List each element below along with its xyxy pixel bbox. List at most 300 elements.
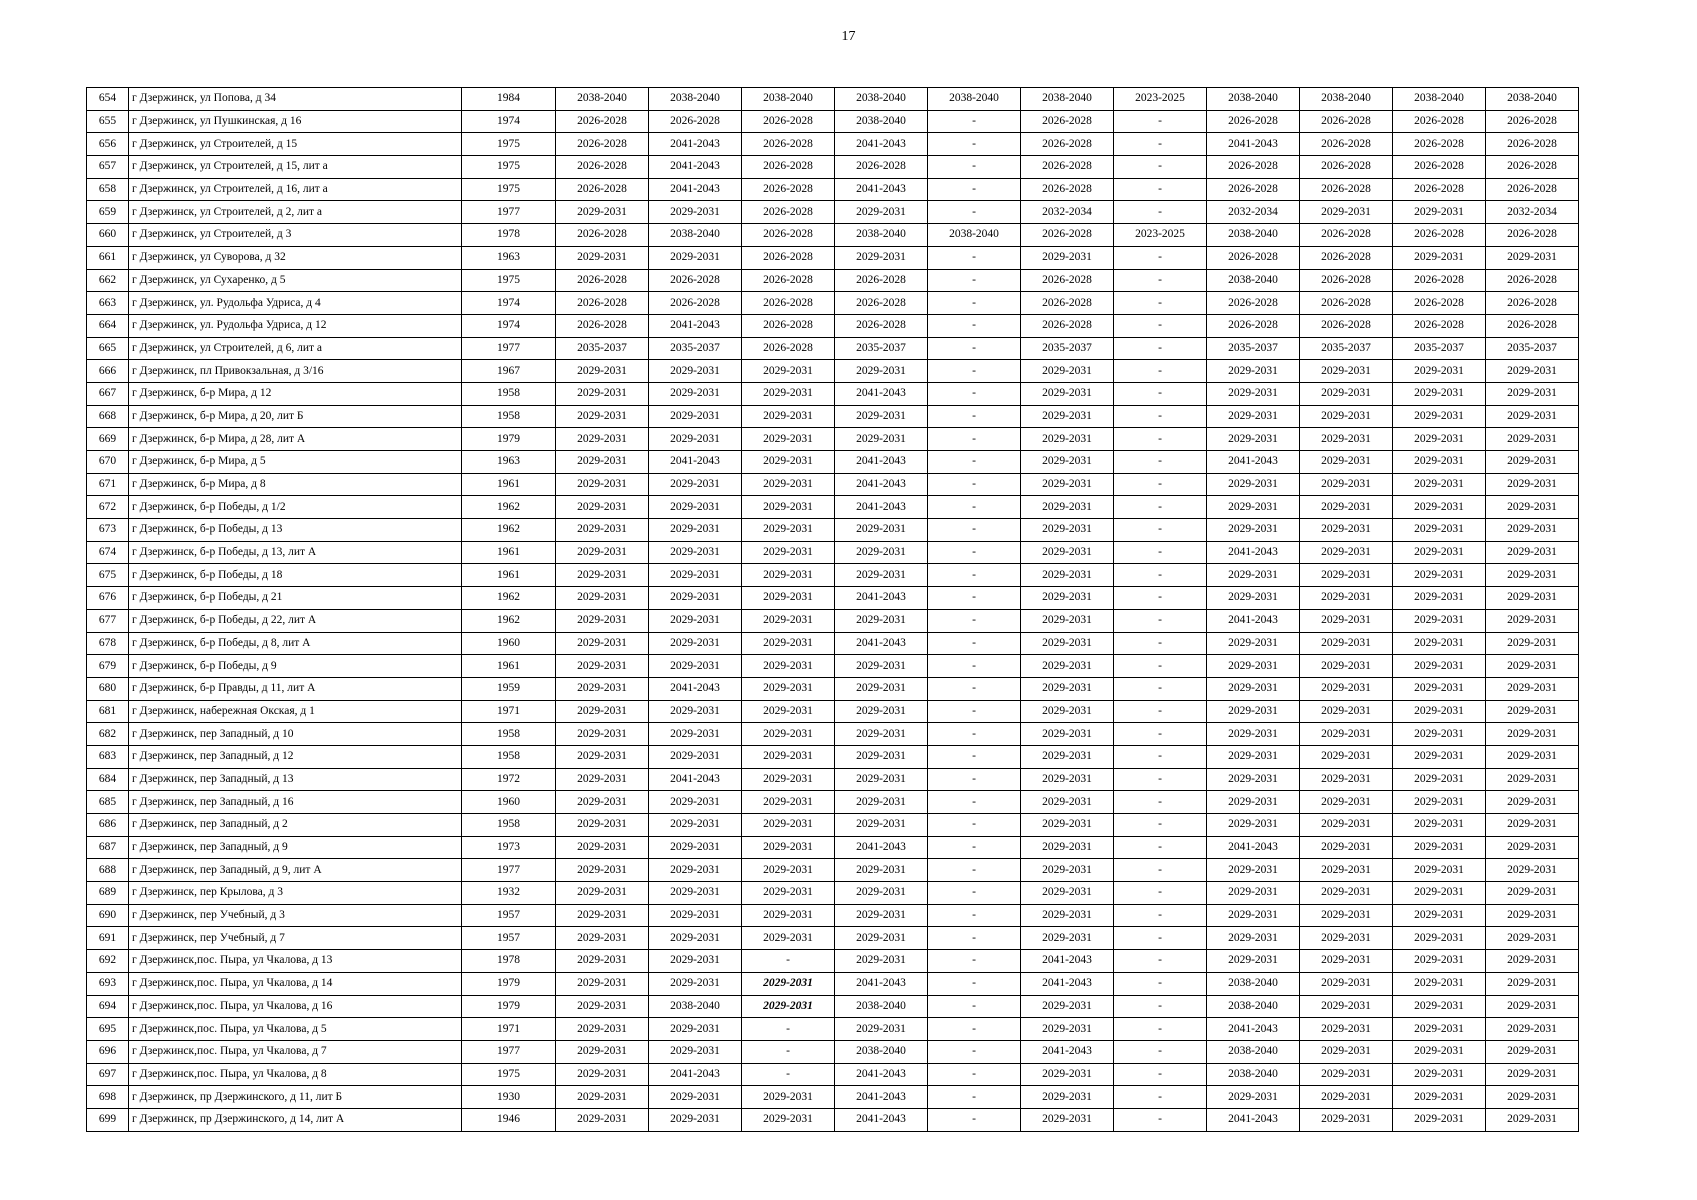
repair-period-cell: 2029-2031 — [1486, 859, 1579, 882]
year-built-cell: 1962 — [462, 587, 556, 610]
repair-period-cell: - — [928, 178, 1021, 201]
repair-period-cell: 2029-2031 — [1393, 904, 1486, 927]
repair-period-cell: 2029-2031 — [835, 927, 928, 950]
repair-period-cell: 2029-2031 — [649, 564, 742, 587]
repair-period-cell: 2029-2031 — [1021, 655, 1114, 678]
repair-period-cell: 2029-2031 — [556, 745, 649, 768]
repair-period-cell: - — [928, 609, 1021, 632]
repair-period-cell: 2026-2028 — [742, 133, 835, 156]
table-row — [87, 201, 1579, 224]
year-built-cell: 1932 — [462, 882, 556, 905]
repair-period-cell: 2029-2031 — [649, 201, 742, 224]
repair-period-cell: 2029-2031 — [1300, 382, 1393, 405]
repair-period-cell: 2038-2040 — [649, 224, 742, 247]
repair-period-cell: 2026-2028 — [649, 269, 742, 292]
repair-period-cell: 2026-2028 — [742, 178, 835, 201]
repair-period-cell: 2038-2040 — [1207, 1063, 1300, 1086]
repair-period-cell: 2029-2031 — [835, 882, 928, 905]
row-number-cell: 674 — [87, 541, 129, 564]
repair-period-cell: - — [928, 156, 1021, 179]
repair-period-cell: 2029-2031 — [556, 655, 649, 678]
row-number-cell: 654 — [87, 88, 129, 111]
repair-period-cell: 2038-2040 — [835, 1040, 928, 1063]
repair-period-cell: - — [928, 428, 1021, 451]
repair-period-cell: 2026-2028 — [1393, 224, 1486, 247]
repair-period-cell: 2026-2028 — [1207, 314, 1300, 337]
repair-period-cell: 2029-2031 — [1300, 904, 1393, 927]
repair-period-cell: 2029-2031 — [1486, 1108, 1579, 1131]
repair-period-cell: 2029-2031 — [1486, 904, 1579, 927]
repair-period-cell: 2029-2031 — [1393, 564, 1486, 587]
repair-period-cell: 2026-2028 — [742, 292, 835, 315]
repair-period-cell: 2029-2031 — [1393, 814, 1486, 837]
repair-period-cell: 2026-2028 — [742, 110, 835, 133]
repair-period-cell: 2029-2031 — [649, 632, 742, 655]
table-row — [87, 110, 1579, 133]
repair-period-cell: 2041-2043 — [1207, 1018, 1300, 1041]
repair-period-cell: - — [928, 405, 1021, 428]
repair-period-cell: - — [1114, 1086, 1207, 1109]
repair-period-cell: - — [1114, 995, 1207, 1018]
repair-period-cell: 2041-2043 — [835, 496, 928, 519]
address-cell: г Дзержинск, пер Западный, д 9, лит А — [129, 859, 462, 882]
repair-period-cell: - — [1114, 836, 1207, 859]
repair-period-cell: 2029-2031 — [556, 836, 649, 859]
repair-period-cell: - — [1114, 972, 1207, 995]
repair-period-cell: 2029-2031 — [556, 201, 649, 224]
repair-period-cell: 2026-2028 — [742, 269, 835, 292]
repair-period-cell: 2029-2031 — [649, 428, 742, 451]
address-cell: г Дзержинск, б-р Победы, д 8, лит А — [129, 632, 462, 655]
table-row — [87, 178, 1579, 201]
repair-period-cell: 2029-2031 — [1393, 950, 1486, 973]
repair-period-cell: 2029-2031 — [556, 882, 649, 905]
repair-period-cell: 2029-2031 — [556, 1108, 649, 1131]
repair-period-cell: - — [1114, 632, 1207, 655]
repair-period-cell: 2026-2028 — [1300, 110, 1393, 133]
table-row — [87, 609, 1579, 632]
address-cell: г Дзержинск, б-р Победы, д 21 — [129, 587, 462, 610]
address-cell: г Дзержинск, б-р Мира, д 28, лит А — [129, 428, 462, 451]
repair-period-cell: 2029-2031 — [835, 541, 928, 564]
repair-period-cell: 2035-2037 — [1393, 337, 1486, 360]
address-cell: г Дзержинск, пер Западный, д 9 — [129, 836, 462, 859]
repair-period-cell: 2026-2028 — [1486, 292, 1579, 315]
year-built-cell: 1961 — [462, 541, 556, 564]
repair-period-cell: 2029-2031 — [742, 360, 835, 383]
repair-period-cell: 2029-2031 — [1300, 1040, 1393, 1063]
row-number-cell: 678 — [87, 632, 129, 655]
row-number-cell: 697 — [87, 1063, 129, 1086]
repair-period-cell: 2026-2028 — [556, 110, 649, 133]
address-cell: г Дзержинск, ул Строителей, д 15, лит а — [129, 156, 462, 179]
repair-period-cell: 2035-2037 — [1207, 337, 1300, 360]
table-row — [87, 269, 1579, 292]
repair-period-cell: 2026-2028 — [1486, 133, 1579, 156]
year-built-cell: 1961 — [462, 564, 556, 587]
repair-period-cell: - — [928, 360, 1021, 383]
repair-period-cell: 2029-2031 — [556, 904, 649, 927]
address-cell: г Дзержинск, пер Западный, д 13 — [129, 768, 462, 791]
repair-period-cell: - — [1114, 156, 1207, 179]
year-built-cell: 1963 — [462, 246, 556, 269]
repair-period-cell: 2041-2043 — [649, 314, 742, 337]
row-number-cell: 696 — [87, 1040, 129, 1063]
repair-period-cell: 2035-2037 — [556, 337, 649, 360]
repair-period-cell: 2026-2028 — [556, 292, 649, 315]
year-built-cell: 1971 — [462, 700, 556, 723]
repair-period-cell: 2029-2031 — [742, 1108, 835, 1131]
repair-period-cell: - — [1114, 1040, 1207, 1063]
repair-period-cell: 2041-2043 — [1021, 1040, 1114, 1063]
year-built-cell: 1979 — [462, 972, 556, 995]
row-number-cell: 683 — [87, 745, 129, 768]
repair-period-cell: 2029-2031 — [1021, 428, 1114, 451]
repair-period-cell: 2029-2031 — [649, 791, 742, 814]
address-cell: г Дзержинск,пос. Пыра, ул Чкалова, д 14 — [129, 972, 462, 995]
row-number-cell: 685 — [87, 791, 129, 814]
repair-period-cell: - — [1114, 1063, 1207, 1086]
table-row — [87, 451, 1579, 474]
table-row — [87, 382, 1579, 405]
table-row — [87, 1040, 1579, 1063]
repair-period-cell: 2026-2028 — [1486, 314, 1579, 337]
repair-period-cell: 2029-2031 — [1207, 519, 1300, 542]
repair-period-cell: - — [1114, 791, 1207, 814]
table-row — [87, 587, 1579, 610]
repair-period-cell: 2026-2028 — [1393, 133, 1486, 156]
repair-period-cell: - — [1114, 587, 1207, 610]
address-cell: г Дзержинск,пос. Пыра, ул Чкалова, д 16 — [129, 995, 462, 1018]
repair-period-cell: 2026-2028 — [742, 337, 835, 360]
repair-period-cell: 2041-2043 — [649, 133, 742, 156]
address-cell: г Дзержинск, ул Строителей, д 16, лит а — [129, 178, 462, 201]
repair-period-cell: 2029-2031 — [1207, 382, 1300, 405]
repair-period-cell: - — [928, 337, 1021, 360]
repair-period-cell: 2029-2031 — [1486, 972, 1579, 995]
repair-period-cell: - — [742, 1040, 835, 1063]
repair-period-cell: 2026-2028 — [835, 156, 928, 179]
repair-period-cell: 2029-2031 — [1300, 791, 1393, 814]
year-built-cell: 1962 — [462, 609, 556, 632]
row-number-cell: 692 — [87, 950, 129, 973]
repair-period-cell: 2041-2043 — [649, 768, 742, 791]
repair-period-cell: - — [1114, 1018, 1207, 1041]
repair-period-cell: - — [928, 791, 1021, 814]
repair-period-cell: 2029-2031 — [556, 972, 649, 995]
row-number-cell: 665 — [87, 337, 129, 360]
table-row — [87, 473, 1579, 496]
repair-period-cell: 2029-2031 — [742, 677, 835, 700]
repair-period-cell: 2029-2031 — [1021, 859, 1114, 882]
repair-period-cell: 2029-2031 — [649, 745, 742, 768]
repair-period-cell: 2041-2043 — [835, 972, 928, 995]
repair-period-cell: 2026-2028 — [1021, 178, 1114, 201]
row-number-cell: 694 — [87, 995, 129, 1018]
repair-period-cell: 2029-2031 — [556, 428, 649, 451]
row-number-cell: 681 — [87, 700, 129, 723]
repair-period-cell: 2029-2031 — [1393, 677, 1486, 700]
repair-period-cell: 2029-2031 — [1393, 360, 1486, 383]
repair-period-cell: 2026-2028 — [1300, 269, 1393, 292]
repair-period-cell: - — [928, 541, 1021, 564]
repair-period-cell: 2041-2043 — [1207, 451, 1300, 474]
repair-period-cell: 2029-2031 — [1300, 723, 1393, 746]
repair-period-cell: 2029-2031 — [1486, 995, 1579, 1018]
repair-period-cell: 2029-2031 — [1300, 1108, 1393, 1131]
table-row — [87, 677, 1579, 700]
repair-period-cell: - — [1114, 723, 1207, 746]
repair-period-cell: - — [928, 1086, 1021, 1109]
table-row — [87, 496, 1579, 519]
repair-period-cell: 2038-2040 — [742, 88, 835, 111]
repair-period-cell: 2029-2031 — [1300, 882, 1393, 905]
repair-period-cell: 2029-2031 — [1393, 496, 1486, 519]
year-built-cell: 1977 — [462, 201, 556, 224]
repair-period-cell: - — [1114, 292, 1207, 315]
repair-period-cell: 2029-2031 — [742, 1086, 835, 1109]
year-built-cell: 1977 — [462, 859, 556, 882]
repair-period-cell: 2029-2031 — [742, 405, 835, 428]
year-built-cell: 1974 — [462, 314, 556, 337]
year-built-cell: 1975 — [462, 1063, 556, 1086]
table-row — [87, 632, 1579, 655]
repair-period-cell: 2029-2031 — [1486, 1086, 1579, 1109]
repair-period-cell: 2029-2031 — [1393, 587, 1486, 610]
address-cell: г Дзержинск, б-р Победы, д 18 — [129, 564, 462, 587]
repair-period-cell: - — [1114, 700, 1207, 723]
repair-period-cell: 2038-2040 — [928, 224, 1021, 247]
repair-period-cell: 2038-2040 — [835, 224, 928, 247]
repair-period-cell: 2029-2031 — [1207, 927, 1300, 950]
row-number-cell: 657 — [87, 156, 129, 179]
repair-period-cell: 2029-2031 — [1486, 791, 1579, 814]
repair-period-cell: 2029-2031 — [1486, 1040, 1579, 1063]
table-row — [87, 655, 1579, 678]
repair-period-cell: 2029-2031 — [556, 859, 649, 882]
repair-period-cell: 2038-2040 — [835, 995, 928, 1018]
repair-period-cell: 2029-2031 — [835, 564, 928, 587]
repair-period-cell: 2029-2031 — [742, 814, 835, 837]
repair-period-cell: 2026-2028 — [1300, 133, 1393, 156]
repair-period-cell: - — [928, 133, 1021, 156]
repair-period-cell: 2029-2031 — [1393, 836, 1486, 859]
repair-period-cell: - — [928, 1040, 1021, 1063]
repair-period-cell: 2029-2031 — [1021, 519, 1114, 542]
repair-period-cell: - — [928, 655, 1021, 678]
table-row — [87, 314, 1579, 337]
table-row — [87, 156, 1579, 179]
repair-period-cell: 2029-2031 — [1486, 473, 1579, 496]
address-cell: г Дзержинск, пер Западный, д 2 — [129, 814, 462, 837]
repair-period-cell: - — [1114, 519, 1207, 542]
repair-period-cell: 2029-2031 — [1207, 473, 1300, 496]
repair-period-cell: 2026-2028 — [835, 314, 928, 337]
repair-period-cell: 2029-2031 — [1021, 927, 1114, 950]
table-row — [87, 768, 1579, 791]
repair-period-cell: 2029-2031 — [835, 609, 928, 632]
repair-period-cell: 2029-2031 — [649, 541, 742, 564]
repair-period-cell: 2029-2031 — [556, 519, 649, 542]
year-built-cell: 1958 — [462, 745, 556, 768]
repair-period-cell: - — [742, 1018, 835, 1041]
repair-period-cell: 2026-2028 — [1300, 314, 1393, 337]
repair-period-cell: 2029-2031 — [742, 882, 835, 905]
repair-period-cell: 2029-2031 — [1021, 836, 1114, 859]
row-number-cell: 693 — [87, 972, 129, 995]
repair-period-cell: 2035-2037 — [835, 337, 928, 360]
repair-period-cell: 2023-2025 — [1114, 224, 1207, 247]
row-number-cell: 655 — [87, 110, 129, 133]
row-number-cell: 662 — [87, 269, 129, 292]
year-built-cell: 1977 — [462, 337, 556, 360]
repair-period-cell: 2029-2031 — [1486, 700, 1579, 723]
repair-period-cell: 2029-2031 — [556, 451, 649, 474]
row-number-cell: 688 — [87, 859, 129, 882]
repair-period-cell: - — [742, 950, 835, 973]
repair-period-cell: 2029-2031 — [835, 950, 928, 973]
repair-period-cell: 2029-2031 — [742, 768, 835, 791]
repair-period-cell: 2041-2043 — [649, 677, 742, 700]
repair-period-cell: 2029-2031 — [1300, 451, 1393, 474]
address-cell: г Дзержинск,пос. Пыра, ул Чкалова, д 5 — [129, 1018, 462, 1041]
repair-period-cell: 2026-2028 — [1300, 292, 1393, 315]
repair-period-cell: 2029-2031 — [649, 496, 742, 519]
year-built-cell: 1962 — [462, 519, 556, 542]
repair-period-cell: 2029-2031 — [649, 972, 742, 995]
repair-period-cell: 2029-2031 — [649, 360, 742, 383]
repair-period-cell: 2029-2031 — [1021, 382, 1114, 405]
repair-period-cell: - — [928, 496, 1021, 519]
repair-period-cell: 2029-2031 — [1207, 814, 1300, 837]
repair-period-cell: 2029-2031 — [649, 1040, 742, 1063]
repair-period-cell: 2029-2031 — [835, 519, 928, 542]
repair-period-cell: 2026-2028 — [1207, 292, 1300, 315]
repair-period-cell: 2029-2031 — [835, 859, 928, 882]
row-number-cell: 659 — [87, 201, 129, 224]
repair-period-cell: 2029-2031 — [1486, 246, 1579, 269]
repair-period-cell: 2029-2031 — [556, 723, 649, 746]
table-row — [87, 723, 1579, 746]
table-row — [87, 224, 1579, 247]
repair-period-cell: 2029-2031 — [835, 201, 928, 224]
repair-period-cell: 2029-2031 — [835, 677, 928, 700]
repair-period-cell: 2029-2031 — [556, 1040, 649, 1063]
repair-period-cell: 2029-2031 — [1300, 700, 1393, 723]
repair-period-cell: 2029-2031 — [1021, 1063, 1114, 1086]
table-row — [87, 1086, 1579, 1109]
repair-period-cell: 2026-2028 — [742, 156, 835, 179]
repair-period-cell: - — [928, 246, 1021, 269]
address-cell: г Дзержинск, б-р Мира, д 8 — [129, 473, 462, 496]
repair-period-cell: 2038-2040 — [1207, 972, 1300, 995]
row-number-cell: 675 — [87, 564, 129, 587]
repair-period-cell: 2026-2028 — [1393, 156, 1486, 179]
year-built-cell: 1972 — [462, 768, 556, 791]
year-built-cell: 1958 — [462, 405, 556, 428]
address-cell: г Дзержинск,пос. Пыра, ул Чкалова, д 13 — [129, 950, 462, 973]
repair-period-cell: 2029-2031 — [1300, 927, 1393, 950]
year-built-cell: 1975 — [462, 269, 556, 292]
address-cell: г Дзержинск, б-р Победы, д 13, лит А — [129, 541, 462, 564]
table-row — [87, 700, 1579, 723]
repair-period-cell: - — [928, 314, 1021, 337]
row-number-cell: 677 — [87, 609, 129, 632]
row-number-cell: 686 — [87, 814, 129, 837]
repair-period-cell: - — [1114, 269, 1207, 292]
repair-period-cell: 2029-2031 — [1021, 246, 1114, 269]
repair-period-cell: 2026-2028 — [742, 224, 835, 247]
repair-period-cell: 2029-2031 — [556, 473, 649, 496]
table-row — [87, 950, 1579, 973]
repair-period-cell: 2029-2031 — [1207, 677, 1300, 700]
year-built-cell: 1958 — [462, 814, 556, 837]
row-number-cell: 672 — [87, 496, 129, 519]
repair-period-cell: - — [928, 836, 1021, 859]
repair-period-cell: 2026-2028 — [649, 110, 742, 133]
repair-period-cell: 2029-2031 — [1393, 745, 1486, 768]
table-row — [87, 927, 1579, 950]
repair-period-cell: 2029-2031 — [1300, 609, 1393, 632]
repair-period-cell: 2029-2031 — [1486, 609, 1579, 632]
repair-period-cell: 2026-2028 — [1021, 269, 1114, 292]
row-number-cell: 671 — [87, 473, 129, 496]
repair-period-cell: 2038-2040 — [1207, 269, 1300, 292]
repair-period-cell: 2041-2043 — [835, 1086, 928, 1109]
repair-period-cell: 2029-2031 — [742, 519, 835, 542]
repair-period-cell: 2029-2031 — [1021, 745, 1114, 768]
repair-period-cell: 2029-2031 — [742, 836, 835, 859]
repair-period-cell: 2029-2031 — [742, 655, 835, 678]
repair-period-cell: 2029-2031 — [1207, 564, 1300, 587]
repair-period-cell: - — [1114, 859, 1207, 882]
repair-period-cell: 2029-2031 — [1486, 382, 1579, 405]
table-row — [87, 337, 1579, 360]
repair-period-cell: 2029-2031 — [1300, 587, 1393, 610]
repair-period-cell: 2029-2031 — [1393, 768, 1486, 791]
repair-period-cell: 2029-2031 — [1486, 768, 1579, 791]
repair-period-cell: 2029-2031 — [1021, 791, 1114, 814]
repair-period-cell: - — [928, 382, 1021, 405]
repair-period-cell: 2029-2031 — [1021, 1108, 1114, 1131]
repair-period-cell: 2038-2040 — [1486, 88, 1579, 111]
repair-period-cell: 2026-2028 — [556, 133, 649, 156]
year-built-cell: 1979 — [462, 995, 556, 1018]
row-number-cell: 673 — [87, 519, 129, 542]
repair-period-cell: 2038-2040 — [928, 88, 1021, 111]
repair-period-cell: 2041-2043 — [649, 1063, 742, 1086]
repair-period-cell: 2029-2031 — [1021, 768, 1114, 791]
repair-period-cell: 2029-2031 — [1486, 950, 1579, 973]
address-cell: г Дзержинск, б-р Победы, д 13 — [129, 519, 462, 542]
repair-period-cell: 2029-2031 — [1486, 360, 1579, 383]
repair-period-cell: - — [928, 814, 1021, 837]
repair-period-cell: 2029-2031 — [556, 995, 649, 1018]
address-cell: г Дзержинск, ул Строителей, д 6, лит а — [129, 337, 462, 360]
repair-period-cell: - — [928, 110, 1021, 133]
repair-period-cell: 2029-2031 — [649, 927, 742, 950]
repair-period-cell: 2029-2031 — [835, 246, 928, 269]
repair-period-cell: 2029-2031 — [1393, 1018, 1486, 1041]
year-built-cell: 1975 — [462, 133, 556, 156]
repair-period-cell: - — [1114, 882, 1207, 905]
repair-period-cell: - — [928, 564, 1021, 587]
repair-period-cell: 2029-2031 — [742, 473, 835, 496]
repair-period-cell: 2029-2031 — [1207, 428, 1300, 451]
repair-period-cell: - — [928, 972, 1021, 995]
repair-period-cell: 2035-2037 — [1486, 337, 1579, 360]
repair-period-cell: - — [1114, 541, 1207, 564]
